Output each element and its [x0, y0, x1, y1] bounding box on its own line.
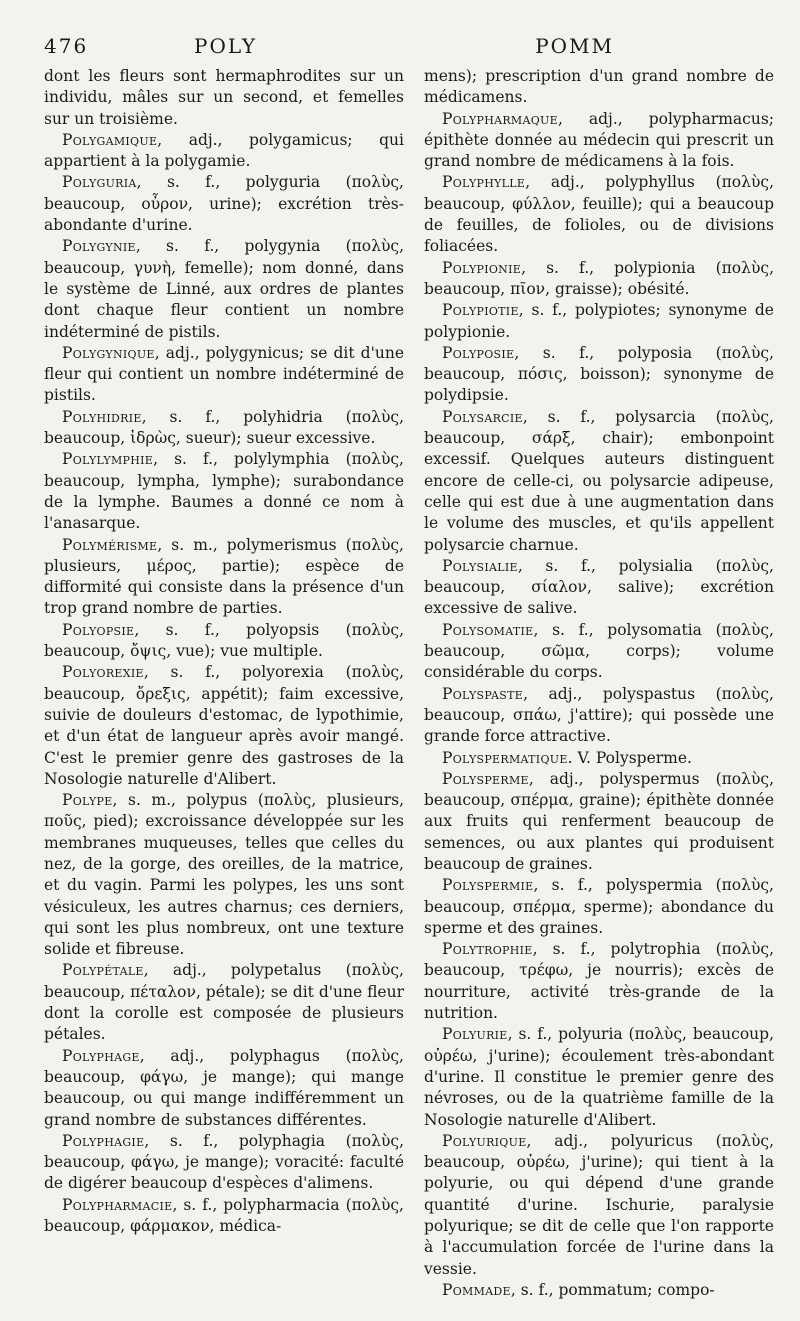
entry-text: , s. f., polyguria (πολὺς, beaucoup, οὖρον, urine); excrétion très-abondante d'urine. — [44, 173, 404, 235]
entry-text: , s. f., polypharmacia (πολὺς, beaucoup, φάρμακον, médica- — [44, 1195, 404, 1236]
entry-headword: Polyorexie — [62, 663, 144, 682]
entry-headword: Polyspermatique — [442, 748, 568, 767]
dictionary-entry — [424, 258, 774, 301]
dictionary-entry — [424, 1024, 774, 1130]
header-left-word: POLY — [194, 34, 258, 58]
page-number: 476 — [44, 34, 89, 58]
entry-text: , s. f., polyposia (πολὺς, beaucoup, πόσις, boisson); synonyme de polydipsie. — [424, 343, 774, 405]
dictionary-entry — [424, 1131, 774, 1280]
entry-headword: Polyposie — [442, 343, 515, 362]
entry-text: , s. f., polysarcia (πολὺς, beaucoup, σάρξ, chair); embonpoint excessif. Quelques auteurs distinguent encore de celle-ci, ou polysarcie adipeuse, celle qui est due à une augmentation dans le volume des muscles, et qu'ils appellent polysarcie charnue. — [424, 407, 774, 554]
entry-headword: Polygamique — [62, 130, 158, 149]
dictionary-entry — [44, 236, 404, 342]
dictionary-entry — [44, 535, 404, 620]
dictionary-entry — [424, 300, 774, 343]
entry-text: , s. f., pommatum; compo- — [510, 1280, 715, 1299]
dictionary-entry — [424, 343, 774, 407]
entry-text: , s. f., polyopsis (πολὺς, beaucoup, ὄψις, vue); vue multiple. — [44, 620, 404, 661]
dictionary-entry — [424, 748, 774, 769]
entry-text: , s. m., polymerismus (πολὺς, plusieurs, μέρος, partie); espèce de difformité qui consiste dans la présence d'un trop grand nombre de parties. — [44, 535, 404, 618]
entry-headword: Polysarcie — [442, 407, 523, 426]
dictionary-entry — [424, 620, 774, 684]
entry-headword: Polypiotie — [442, 301, 519, 320]
entry-text: , s. f., polytrophia (πολὺς, beaucoup, τρέφω, je nourris); excès de nourriture, activité très-grande de la nutrition. — [424, 940, 774, 1023]
header-right-word: POMM — [535, 34, 614, 58]
left-column — [44, 66, 404, 1237]
entry-text: , s. f., polyspermia (πολὺς, beaucoup, σπέρμα, sperme); abondance du sperme et des graines. — [424, 876, 774, 937]
entry-text: , adj., polyspermus (πολὺς, beaucoup, σπέρμα, graine); épithète donnée aux fruits qui renferment beaucoup de semences, ou aux plantes qui produisent beaucoup de graines. — [424, 769, 774, 873]
entry-headword: Polypétale — [62, 961, 144, 980]
dictionary-entry — [44, 620, 404, 663]
dictionary-entry — [44, 1131, 404, 1195]
entry-text: , adj., polyphyllus (πολὺς, beaucoup, φύλλον, feuille); qui a beaucoup de feuilles, de folioles, ou de divisions foliacées. — [424, 173, 774, 256]
entry-text: , s. f., polyuria (πολὺς, beaucoup, οὐρέω, j'urine); écoulement très-abondant d'urine. Il constitue le premier genre des névroses, ou de la quatrième famille de la Nosologie naturelle d'Alibert. — [424, 1025, 774, 1129]
entry-text: , s. f., polygynia (πολὺς, beaucoup, γυνὴ, femelle); nom donné, dans le système de Linné, aux ordres de plantes dont chaque fleur contient un nombre indéterminé de pistils. — [44, 237, 404, 341]
entry-text: , s. f., polyhidria (πολὺς, beaucoup, ἱδρὼς, sueur); sueur excessive. — [44, 407, 404, 448]
entry-headword: Polygynie — [62, 237, 136, 256]
entry-headword: Polysomatie — [442, 620, 534, 639]
entry-headword: Polype — [62, 791, 113, 810]
entry-headword: Polyurie — [442, 1025, 508, 1044]
entry-headword: Polyhidrie — [62, 407, 142, 426]
entry-text: mens); prescription d'un grand nombre de médicamens. — [424, 67, 774, 107]
entry-text: , s. f., polyphagia (πολὺς, beaucoup, φάγω, je mange); voracité: faculté de digérer beaucoup d'espèces d'alimens. — [44, 1131, 404, 1193]
dictionary-entry — [44, 790, 404, 960]
entry-headword: Polypharmaque — [442, 109, 558, 128]
entry-text: . V. Polysperme. — [567, 748, 692, 767]
dictionary-entry — [44, 449, 404, 534]
entry-headword: Polyopsie — [62, 620, 135, 639]
dictionary-entry — [424, 109, 774, 173]
dictionary-entry — [424, 875, 774, 939]
entry-text: , adj., polygynicus; se dit d'une fleur qui contient un nombre indéterminé de pistils. — [44, 343, 404, 405]
entry-headword: Polymérisme — [62, 535, 158, 554]
dictionary-entry — [44, 662, 404, 790]
entry-headword: Polyspermie — [442, 876, 534, 895]
dictionary-entry — [44, 407, 404, 450]
dictionary-entry — [424, 1280, 774, 1301]
entry-headword: Polypharmacie — [62, 1195, 173, 1214]
entry-text: , adj., polyuricus (πολὺς, beaucoup, οὐρέω, j'urine); qui tient à la polyurie, ou qui dépend d'une grande quantité d'urine. Ischurie, paralysie polyurique; se dit de celle que l'on rapporte à l'accumulation forcée de l'urine dans la vessie. — [424, 1131, 774, 1278]
dictionary-entry — [44, 343, 404, 407]
entry-text: , s. f., polysomatia (πολὺς, beaucoup, σῶμα, corps); volume considérable du corps. — [424, 620, 774, 682]
dictionary-entry — [424, 684, 774, 748]
dictionary-entry — [424, 556, 774, 620]
entry-text: , adj., polygamicus; qui appartient à la polygamie. — [44, 130, 404, 171]
entry-headword: Polytrophie — [442, 940, 533, 959]
dictionary-entry — [44, 1195, 404, 1238]
dictionary-entry — [424, 172, 774, 257]
entry-headword: Polyphagie — [62, 1131, 145, 1150]
entry-headword: Polyphylle — [442, 173, 526, 192]
entry-headword: Polypionie — [442, 258, 522, 277]
entry-headword: Polylymphie — [62, 450, 154, 469]
entry-headword: Pommade — [442, 1280, 511, 1299]
entry-text: , s. f., polylymphia (πολὺς, beaucoup, lympha, lymphe); surabondance de la lymphe. Baumes a donné ce nom à l'anasarque. — [44, 450, 404, 533]
entry-text: , s. m., polypus (πολὺς, plusieurs, ποῦς, pied); excroissance développée sur les membranes muqueuses, telles que celles du nez, de la gorge, des oreilles, de la matrice, et du vagin. Parmi les polypes, les uns sont vésiculeux, les autres charnus; ces derniers, qui sont les plus nombreux, ont une texture solide et fibreuse. — [44, 791, 404, 959]
entry-text: , adj., polyphagus (πολὺς, beaucoup, φάγω, je mange); qui mange beaucoup, ou qui mange indifféremment un grand nombre de substances différentes. — [44, 1046, 404, 1129]
dictionary-entry — [44, 1046, 404, 1131]
entry-headword: Polygynique — [62, 343, 155, 362]
entry-text: , s. f., polypionia (πολὺς, beaucoup, πῖον, graisse); obésité. — [424, 258, 774, 298]
running-header — [44, 34, 774, 64]
entry-headword: Polyurique — [442, 1131, 527, 1150]
entry-headword: Polyspaste — [442, 684, 524, 703]
entry-continuation — [44, 66, 404, 130]
entry-headword: Polysialie — [442, 556, 518, 575]
entry-text: , s. f., polyorexia (πολὺς, beaucoup, ὄρεξις, appétit); faim excessive, suivie de douleurs d'estomac, de lypothimie, et d'un état de langueur après avoir mangé. C'est le premier genre des gastroses de la Nosologie naturelle d'Alibert. — [44, 663, 404, 788]
entry-text: , adj., polypharmacus; épithète donnée au médecin qui prescrit un grand nombre de médicamens à la fois. — [424, 109, 774, 171]
dictionary-entry — [424, 769, 774, 875]
entry-text: , adj., polyspastus (πολὺς, beaucoup, σπάω, j'attire); qui possède une grande force attractive. — [424, 684, 774, 746]
entry-text: dont les fleurs sont hermaphrodites sur un individu, mâles sur un second, et femelles sur un troisième. — [44, 67, 404, 128]
dictionary-entry — [44, 172, 404, 236]
entry-text: , s. f., polypiotes; synonyme de polypionie. — [424, 301, 774, 341]
dictionary-entry — [424, 939, 774, 1024]
entry-text: , s. f., polysialia (πολὺς, beaucoup, σίαλον, salive); excrétion excessive de salive. — [424, 556, 774, 618]
text-columns — [44, 66, 774, 1321]
entry-continuation — [424, 66, 774, 109]
dictionary-entry — [44, 130, 404, 173]
entry-headword: Polyphage — [62, 1046, 140, 1065]
entry-text: , adj., polypetalus (πολὺς, beaucoup, πέταλον, pétale); se dit d'une fleur dont la corolle est composée de plusieurs pétales. — [44, 961, 404, 1044]
entry-headword: Polysperme — [442, 769, 529, 788]
entry-headword: Polyguria — [62, 173, 137, 192]
dictionary-entry — [424, 407, 774, 556]
right-column — [424, 66, 774, 1301]
dictionary-entry — [44, 960, 404, 1045]
